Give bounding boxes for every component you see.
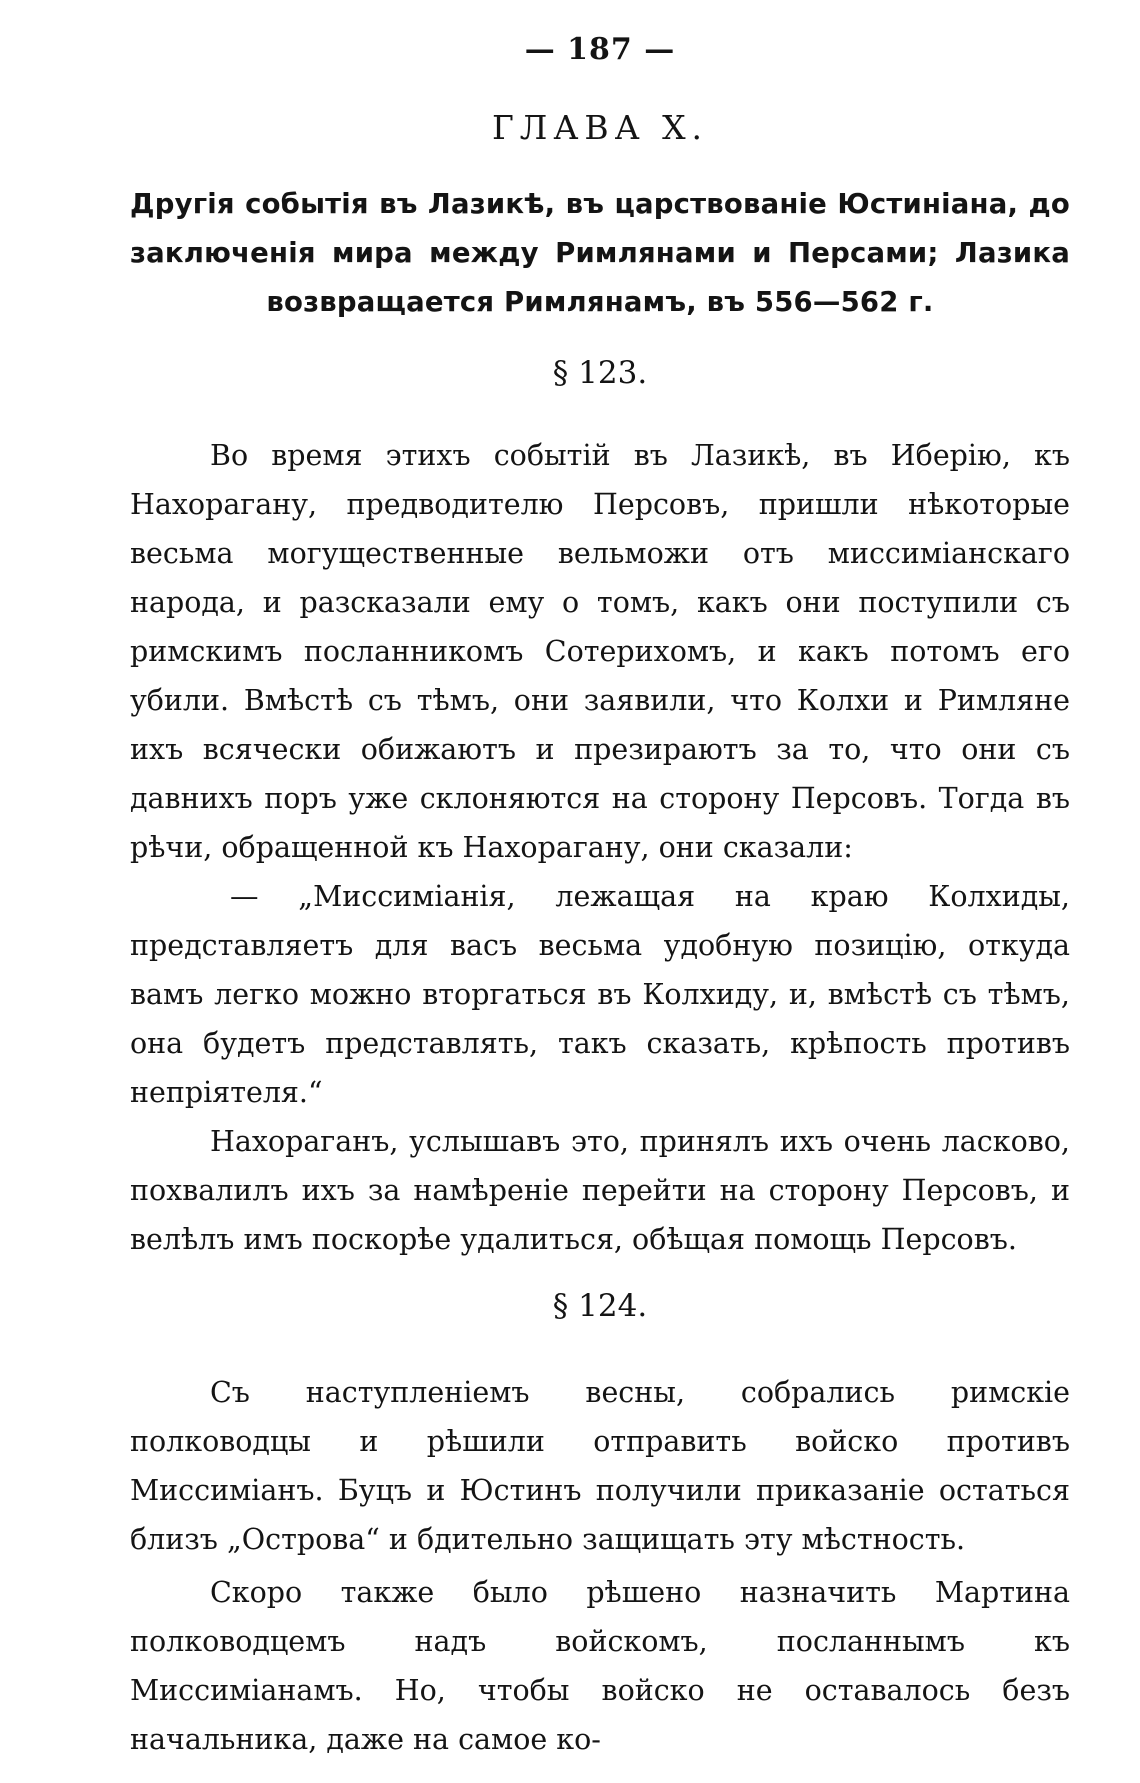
section-123 xyxy=(130,351,1070,1264)
paragraph: Во время этихъ событій въ Лазикѣ, въ Иберію, къ Нахорагану, предводителю Персовъ, пришли нѣкоторые весьма могущественные вельможи отъ миссиміанскаго народа, и разсказали ему о томъ, какъ они поступили съ римскимъ посланникомъ Сотерихомъ, и какъ потомъ его убили. Вмѣстѣ съ тѣмъ, они заявили, что Колхи и Римляне ихъ всячески обижаютъ и презираютъ за то, что они съ давнихъ поръ уже склоняются на сторону Персовъ. Тогда въ рѣчи, обращенной къ Нахорагану, они сказали: xyxy=(130,439,1070,864)
chapter-subtitle: Другія событія въ Лазикѣ, въ царствованіе Юстиніана, до заключенія мира между Римлянами и Персами; Лазика возвращается Римлянамъ, въ 556—562 г. xyxy=(130,188,1070,318)
page-number: — 187 — xyxy=(524,32,676,67)
paragraph: Съ наступленіемъ весны, собрались римскіе полководцы и рѣшили отправить войско противъ Миссиміанъ. Буцъ и Юстинъ получили приказаніе остаться близъ „Острова“ и бдительно защищать эту мѣстность. xyxy=(130,1376,1070,1556)
quote-paragraph: — „Миссиміанія, лежащая на краю Колхиды, представляетъ для васъ весьма удобную позицію, откуда вамъ легко можно вторгаться въ Колхиду, и, вмѣстѣ съ тѣмъ, она будетъ представлять, такъ сказать, крѣпость противъ непріятеля.“ xyxy=(130,880,1070,1109)
paragraph: Нахораганъ, услышавъ это, принялъ ихъ очень ласково, похвалилъ ихъ за намѣреніе перейти на сторону Персовъ, и велѣлъ имъ поскорѣе удалиться, обѣщая помощь Персовъ. xyxy=(130,1125,1070,1256)
book-page xyxy=(130,30,1070,1764)
section-124 xyxy=(130,1284,1070,1764)
chapter-title: ГЛАВА X. xyxy=(491,108,709,147)
section-mark: § 124. xyxy=(552,1288,648,1324)
paragraph: Скоро также было рѣшено назначить Мартина полководцемъ надъ войскомъ, посланнымъ къ Миссиміанамъ. Но, чтобы войско не оставалось безъ начальника, даже на самое ко- xyxy=(130,1576,1070,1756)
section-mark: § 123. xyxy=(552,355,648,391)
